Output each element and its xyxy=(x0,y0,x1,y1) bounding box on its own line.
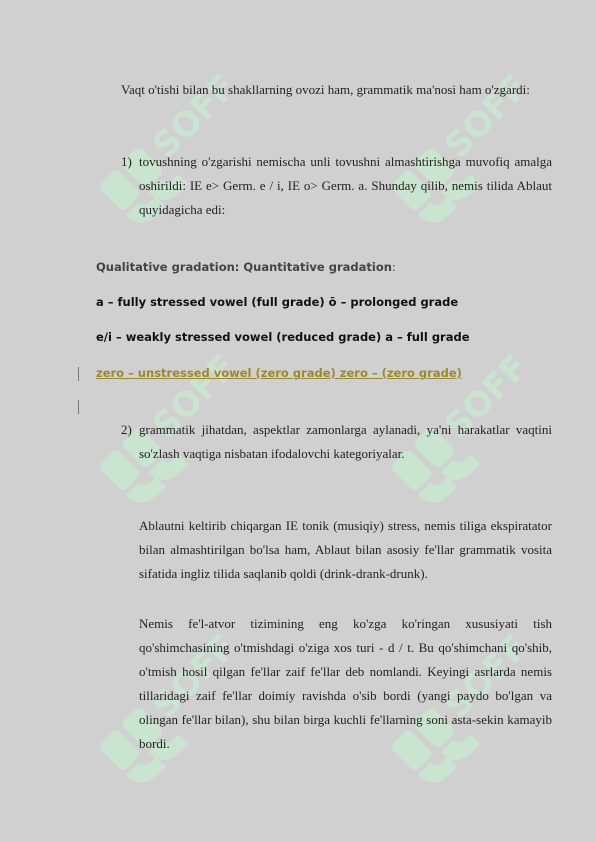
change-bar xyxy=(78,400,79,414)
gradation-heading xyxy=(96,260,396,274)
svg-text:SOFF: SOFF xyxy=(145,627,245,727)
svg-text:SOFF: SOFF xyxy=(145,67,245,167)
grade-line-1: a – fully stressed vowel (full grade) ō – prolonged grade xyxy=(96,295,459,309)
svg-text:SOFF: SOFF xyxy=(437,347,537,447)
list-item-1 xyxy=(121,150,552,222)
ablaut-paragraph: Ablautni keltirib chiqargan IE tonik (musiqiy) stress, nemis tiliga ekspiratator bilan almashtirilgan bo'lsa ham, Ablaut bilan asosiy fe'llar grammatik vosita sifatida ingliz tilida saqlanib qoldi (drink-drank-drunk). xyxy=(139,518,552,581)
weak-verbs-paragraph: Nemis fe'l-atvor tizimining eng ko'zga ko'ringan xususiyati tish qo'shimchasining o'tmishdagi o'ziga xos turi - d / t. Bu qo'shimchani qo'shib, o'tmish hosil qilgan fe'llar zaif fe'llar deb nomlandi. Keyingi asrlarda nemis tillaridagi zaif fe'llar doimiy ravishda o'sib bordi (yangi paydo bo'lgan va olingan fe'llar bilan), shu bilan birga kuchli fe'llarning soni asta-sekin kamayib bordi. xyxy=(139,616,552,751)
gradation-heading-colon: : xyxy=(391,260,396,274)
list-number: 1) xyxy=(121,154,132,169)
list-item-2 xyxy=(121,418,552,466)
svg-text:SOFF: SOFF xyxy=(437,627,537,727)
list-item-text: tovushning o'zgarishi nemischa unli tovushni almashtirishga muvofiq amalga oshirildi: IE e> Germ. e / i, IE o> Germ. a. Shunday qilib, nemis tilida Ablaut quyidagicha edi: xyxy=(139,154,552,217)
grade-line-3: zero – unstressed vowel (zero grade) zero – (zero grade) xyxy=(96,366,462,380)
change-bar xyxy=(78,367,79,381)
list-number: 2) xyxy=(121,422,132,437)
gradation-heading-text: Qualitative gradation: Quantitative gradation xyxy=(96,260,392,274)
intro-paragraph: Vaqt o'tishi bilan bu shakllarning ovozi ham, grammatik ma'nosi ham o'zgardi: xyxy=(121,82,530,97)
svg-text:SOFF: SOFF xyxy=(145,347,245,447)
svg-text:SOFF: SOFF xyxy=(437,67,537,167)
grade-line-2: e/i – weakly stressed vowel (reduced grade) a – full grade xyxy=(96,330,470,344)
list-item-text: grammatik jihatdan, aspektlar zamonlarga aylanadi, ya'ni harakatlar vaqtini so'zlash vaqtiga nisbatan ifodalovchi kategoriyalar. xyxy=(139,422,552,461)
